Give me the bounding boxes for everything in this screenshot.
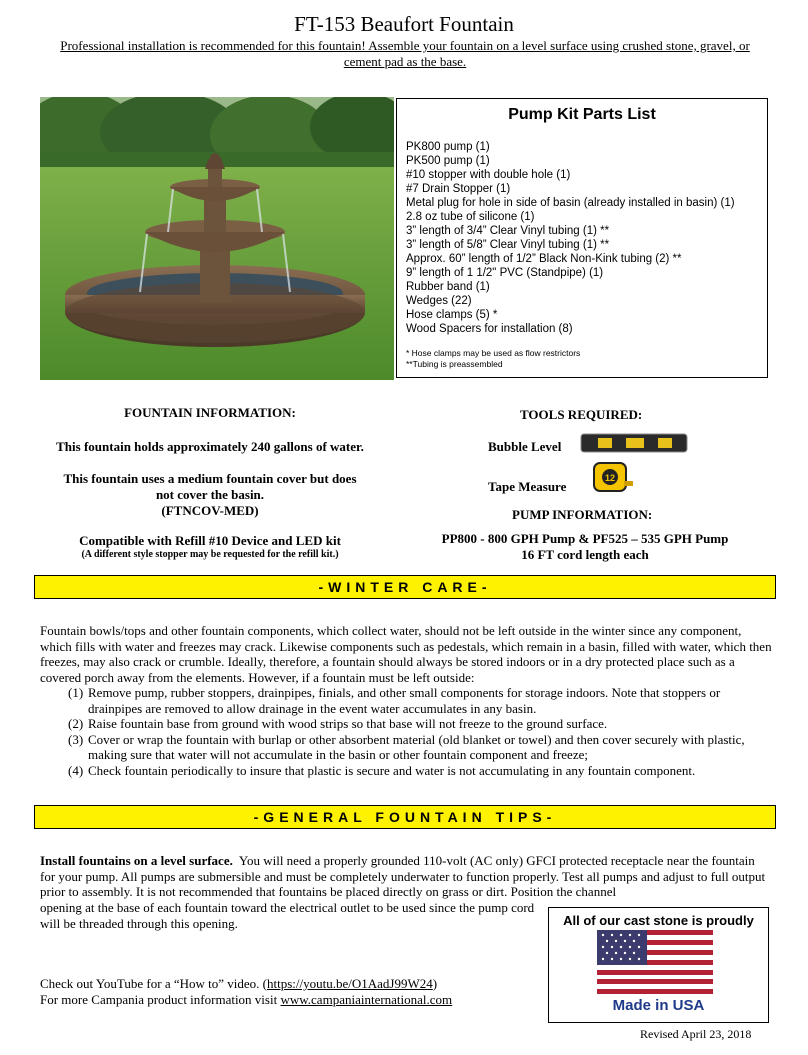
parts-item: Hose clamps (5) * [406,309,498,321]
tips-text: You will need a properly grounded 110-volt (AC only) GFCI protected receptacle near the fountain for your pump. All pumps are submersible and must be completely underwater to function properly. Test all pumps and adjust to full output prior to assembly. It is not recommended that fountains be placed directly on grass or dirt. Position the channel [40,853,766,899]
us-flag-icon [597,930,713,999]
winter-step [68,732,772,763]
usa-heading: All of our cast stone is proudly [563,913,754,928]
parts-footnotes [406,348,580,370]
winter-step [68,763,772,779]
pump-info-line1: PP800 - 800 GPH Pump & PF525 – 535 GPH Pump [441,531,729,546]
revised-date: Revised April 23, 2018 [640,1027,752,1041]
bubble-level-icon [580,432,690,458]
parts-item: Rubber band (1) [406,281,490,293]
document-title: FT-153 Beaufort Fountain [294,12,514,36]
winter-care-steps [68,685,772,778]
parts-item: 3” length of 3/4” Clear Vinyl tubing (1) ** [406,225,610,237]
capacity-text: This fountain holds approximately 240 gallons of water. [56,439,364,454]
parts-list [406,140,735,336]
fountain-information [40,405,380,560]
step-text: Check fountain periodically to insure that plastic is secure and water is not accumulating in any fountain component. [88,762,696,778]
campania-link[interactable]: www.campaniainternational.com [280,992,453,1007]
parts-item: 9” length of 1 1/2" PVC (Standpipe) (1) [406,267,604,279]
parts-item: #10 stopper with double hole (1) [406,169,571,181]
step-text: Raise fountain base from ground with wood strips so that base will not freeze to the ground surface. [88,716,608,731]
winter-step [68,716,772,732]
general-tips-banner: -GENERAL FOUNTAIN TIPS- [34,805,776,829]
tape-measure-icon [592,459,634,497]
parts-item: Approx. 60” length of 1/2” Black Non-Kink tubing (2) ** [406,253,682,265]
made-in-usa-text: Made in USA [612,997,705,1014]
tips-lead: Install fountains on a level surface. [40,853,233,868]
parts-item: PK500 pump (1) [406,155,490,167]
youtube-suffix: ) [432,976,438,991]
compatibility-text: Compatible with Refill #10 Device and LED kit [79,533,341,548]
pump-kit-parts-box [396,98,768,378]
footnote-tubing: **Tubing is preassembled [406,359,503,369]
step-text: Cover or wrap the fountain with burlap or other absorbent material (old blanket or towel) and then cover securely with plastic, making sure that water will not accumulate in the basin or other fountain component and freeze; [88,731,745,762]
tool-tape-measure-label: Tape Measure [488,479,567,494]
fountain-info-heading: FOUNTAIN INFORMATION: [124,405,296,420]
parts-item: Wood Spacers for installation (8) [406,323,573,335]
parts-item: Wedges (22) [406,295,472,307]
youtube-line [40,976,540,992]
tool-bubble-level-label: Bubble Level [488,439,562,454]
tools-heading: TOOLS REQUIRED: [520,407,643,422]
parts-item: Metal plug for hole in side of basin (already installed in basin) (1) [406,197,735,209]
made-in-usa-box [548,907,769,1023]
parts-item: 3” length of 5/8” Clear Vinyl tubing (1) ** [406,239,610,251]
parts-list-heading: Pump Kit Parts List [508,106,656,123]
fountain-photo [40,97,394,380]
tape-measure-number: 12 [604,473,616,483]
winter-step [68,685,772,716]
parts-item: 2.8 oz tube of silicone (1) [406,211,535,223]
cover-code: (FTNCOV-MED) [161,503,259,518]
winter-care-paragraph: Fountain bowls/tops and other fountain components, which collect water, should not be left outside in the winter since any component, which fills with water and freezes may crack. Likewise components such as pedestals, which remain in a basin, filled with water, which then freezes, may also crack or crumble. Ideally, therefore, a fountain should always be stored indoors or in a dry protected place such as a covered porch away from the elements. However, if a fountain must be left outside: [40,623,772,685]
step-number: (2) [68,716,84,731]
campania-prefix: For more Campania product information visit [40,992,281,1007]
pump-info [420,531,750,563]
general-tips-paragraph [40,853,772,900]
campania-line [40,992,540,1008]
youtube-prefix: Check out YouTube for a “How to” video. ( [40,976,267,991]
pump-info-heading: PUMP INFORMATION: [512,507,653,522]
step-text: Remove pump, rubber stoppers, drainpipes, finials, and other small components for storage indoors. Note that stoppers or drainpipes are removed to allow drainage in the event water accumulates in any basin. [88,685,721,716]
cover-text-line1: This fountain uses a medium fountain cover but does [63,471,357,486]
winter-care-banner: -WINTER CARE- [34,575,776,599]
cover-text-line2: not cover the basin. [155,487,265,502]
parts-item: #7 Drain Stopper (1) [406,183,511,195]
step-number: (4) [68,762,84,778]
compatibility-note: (A different style stopper may be requested for the refill kit.) [81,549,339,560]
step-number: (3) [68,731,84,747]
parts-item: PK800 pump (1) [406,141,490,153]
tips-text-continued: opening at the base of each fountain toward the electrical outlet to be used since the pump cord will be threaded through this opening. [40,900,535,931]
installation-note: Professional installation is recommended for this fountain! Assemble your fountain on a level surface using crushed stone, gravel, or cement pad as the base. [60,38,750,69]
step-number: (1) [68,685,84,700]
footnote-hose-clamps: * Hose clamps may be used as flow restrictors [406,348,581,358]
pump-info-line2: 16 FT cord length each [521,547,649,562]
youtube-link[interactable]: https://youtu.be/O1AadJ99W24 [267,976,433,991]
